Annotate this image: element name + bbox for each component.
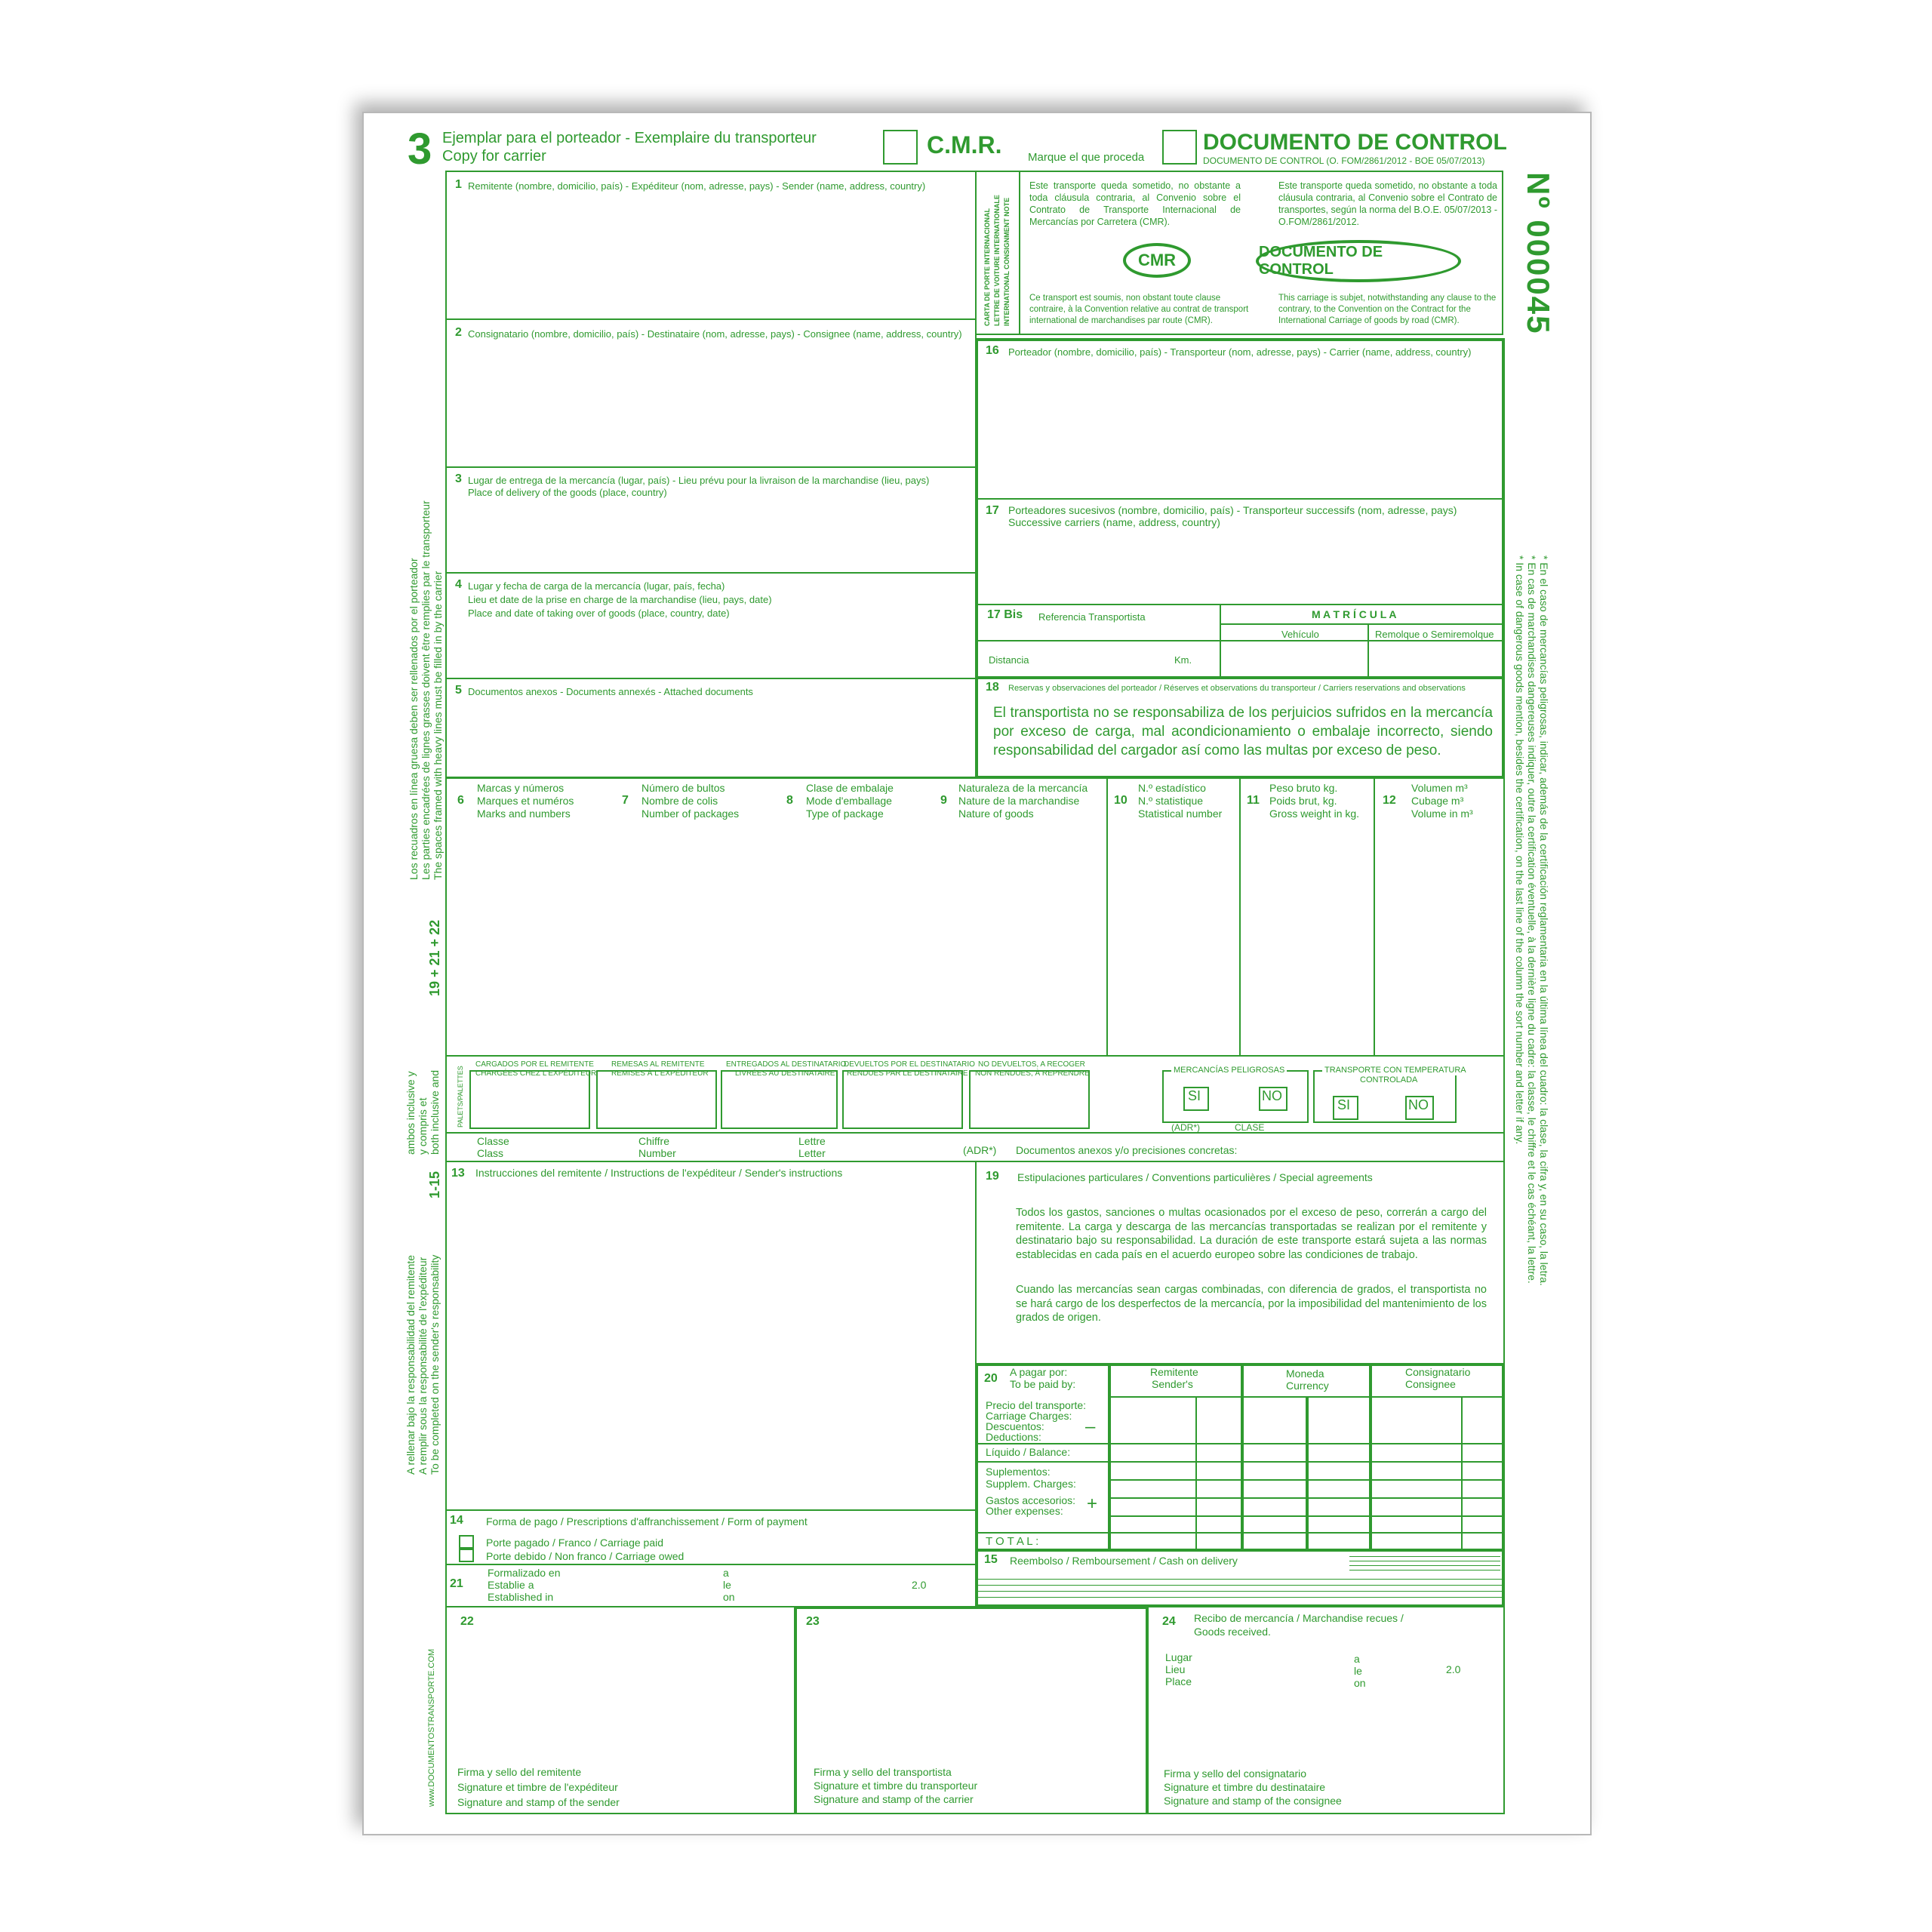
km-label: Km. [1174,654,1192,666]
established-place-input[interactable] [574,1567,717,1603]
carrier-reservations-text: El transportista no se responsabiliza de los perjuicios sufridos en la mercancía por exceso de carga, mal acondicionamiento o embalaje incorrecto, siendo responsabilidad del cargador así como las multas por exceso de peso. [993,705,1493,758]
price-label-2: Carriage Charges: [986,1410,1072,1422]
doc-control-title: DOCUMENTO DE CONTROL [1203,130,1507,155]
control-oval: DOCUMENTO DE CONTROL [1256,240,1461,282]
pallet-col-3-l2: LIVRÉES AU DESTINATAIRE [735,1069,835,1078]
pallet-col-4-l2: RENDUES PAR LE DESTINATAIRE [847,1069,968,1078]
delivery-place-input[interactable] [453,503,966,563]
f23-sign-1: Firma y sello del transportista [814,1766,952,1778]
dangerous-no-label: NO [1262,1088,1282,1103]
f24-a3: on [1354,1677,1366,1689]
statistical-number-input[interactable] [1111,826,1235,1049]
copy-label-line2: Copy for carrier [442,148,546,165]
website-link[interactable]: www.DOCUMENTOSTRANSPORTE.COM [427,1648,436,1807]
pay-by-1: A pagar por: [1010,1366,1068,1378]
field-19-number: 19 [986,1170,999,1183]
col-7-l3: Number of packages [641,808,740,820]
col-8-number: 8 [786,794,793,807]
field-4-label-3: Place and date of taking over of goods (place, country, date) [468,608,730,619]
currency-input[interactable] [1245,1401,1303,1529]
field-2-number: 2 [455,326,462,339]
controlled-temp-label-1: TRANSPORTE CON TEMPERATURA [1322,1066,1469,1075]
col-9-l1: Naturaleza de la mercancía [958,782,1088,794]
minus-sign: – [1085,1417,1096,1437]
carriage-paid-checkbox[interactable] [459,1535,474,1549]
field-1-number: 1 [455,178,462,191]
consignee-input[interactable] [453,344,966,457]
disc-label-1: Descuentos: [986,1420,1044,1432]
pallet-col-5-l2: NON RENDUES, À REPRENDRE [975,1069,1090,1078]
price-label-1: Precio del transporte: [986,1399,1087,1411]
sender-input[interactable] [453,196,966,309]
currency-col-1: Moneda [1286,1367,1324,1380]
successive-carriers-input[interactable] [986,533,1496,598]
field-13-label: Instrucciones del remitente / Instructions de l'expéditeur / Sender's instructions [475,1167,843,1179]
vehicle-plate-input[interactable] [1223,643,1364,673]
special-agreements-text-1: Todos los gastos, sanciones o multas ocasionados por el exceso de peso, correrán a cargo del remitente. La carga y descarga de las mercancías transportadas se realizan por el remitente y destinatario bajo su responsabilidad. La duración de este transporte estará sujeta a las normas establecidas en cada país en el acuerdo europeo sobre las condiciones de trabajo. [1016,1207,1487,1261]
right-note-1: * En el caso de mercancías peligrosas, indicar, además de la certificación reglamentaria en la última línea del cuadro: la clase, la cifra y, en su caso, la letra. [1538,555,1550,1286]
f24-receipt-2: Goods received. [1194,1626,1271,1638]
pallet-box-1[interactable] [469,1070,590,1129]
margin-heavy-3: The spaces framed with heavy lines must be filled in by the carrier [432,571,444,880]
volume-input[interactable] [1378,826,1499,1049]
pallet-col-3-l1: ENTREGADOS AL DESTINATARIO [726,1060,847,1069]
col-7-l1: Número de bultos [641,782,725,794]
field-14-number: 14 [450,1514,463,1527]
field-4-label-2: Lieu et date de la prise en charge de la marchandise (lieu, pays, date) [468,594,772,605]
margin-range-2: 1-15 [427,1171,442,1198]
field-21-l3: Established in [488,1591,554,1603]
col-9-l3: Nature of goods [958,808,1034,820]
col-6-l1: Marcas y números [477,782,565,794]
field-19-label: Estipulaciones particulares / Conventions particulières / Special agreements [1017,1171,1373,1183]
sender-instructions-input[interactable] [453,1185,969,1502]
f24-sign-3: Signature and stamp of the consignee [1164,1795,1342,1807]
total-label: T O T A L : [986,1535,1039,1548]
col-7-l2: Nombre de colis [641,795,718,807]
established-date-input[interactable] [740,1567,906,1603]
intro-side-label-1: CARTA DE PORTE INTERNACIONAL [983,208,991,326]
gross-weight-input[interactable] [1244,826,1369,1049]
cmr-checkbox[interactable] [883,130,918,165]
pallets-adr: (ADR*) [1171,1122,1200,1133]
col-10-number: 10 [1114,794,1128,807]
sender-col-2: Sender's [1152,1378,1193,1390]
col-12-l2: Cubage m³ [1411,795,1464,807]
cmr-oval: CMR [1123,243,1191,278]
lettre-label-2: Letter [798,1147,826,1159]
field-16-number: 16 [986,344,999,357]
pallet-col-2-l1: REMESAS AL REMITENTE [611,1060,705,1069]
intro-es-cmr: Este transporte queda sometido, no obstante a toda cláusula contraria, al Convenio sobre el Contrato de Transporte Internacional de Mercancías por Carretera (CMR). [1029,180,1241,227]
pallet-col-4-l1: DEVUELTOS POR EL DESTINATARIO [844,1060,975,1069]
field-17bis-number: 17 Bis [987,608,1023,621]
right-note-2: * En cas de marchandises dangereuses indiquer, outre la certification éventuelle, à la dernière ligne du cadre: la classe, le chiffre et le cas échéant, la lettre. [1526,555,1538,1284]
f23-sign-3: Signature and stamp of the carrier [814,1793,974,1805]
col-7-number: 7 [622,794,629,807]
trailer-label: Remolque o Semiremolque [1375,629,1494,640]
field-16-label: Porteador (nombre, domicilio, país) - Transporteur (nom, adresse, pays) - Carrier (name, address, country) [1008,346,1472,358]
col-11-l2: Poids brut, kg. [1269,795,1337,807]
field-15-label: Reembolso / Remboursement / Cash on delivery [1010,1555,1238,1567]
intro-fr-cmr: Ce transport est soumis, non obstant toute clause contraire, à la Convention relative au contrat de transport international de marchandises par route (CMR). [1029,294,1249,325]
col-8-l1: Clase de embalaje [806,782,894,794]
intro-side-label-3: INTERNATIONAL CONSIGNMENT NOTE [1003,197,1011,326]
field-21-a3: on [723,1591,735,1603]
f24-receipt-1: Recibo de mercancía / Marchandise recues / [1194,1612,1404,1624]
margin-range-1: 19 + 21 + 22 [427,919,442,996]
col-8-l2: Mode d'emballage [806,795,892,807]
field-15-number: 15 [984,1553,998,1566]
carriage-owed-label: Porte debido / Non franco / Carriage owed [486,1550,685,1562]
margin-sender-1: A rellenar bajo la responsabilidad del remitente [405,1254,417,1475]
distance-label: Distancia [989,654,1029,666]
f24-place-2: Lieu [1165,1663,1186,1675]
carrier-signature-area[interactable] [803,1633,1138,1761]
margin-incl-2: y compris et [417,1097,429,1155]
field-18-label: Reservas y observaciones del porteador / Réserves et observations du transporteur / Carriers reservations and observations [1008,684,1466,693]
pallet-col-2-l2: REMISES À L'EXPÉDITEUR [611,1069,709,1078]
field-17bis-label: Referencia Transportista [1038,611,1146,623]
pallets-clase: CLASE [1235,1122,1265,1133]
f23-sign-2: Signature et timbre du transporteur [814,1780,978,1792]
margin-incl-1: ambos inclusive y [405,1071,417,1155]
f24-place-1: Lugar [1165,1651,1192,1663]
col-11-l1: Peso bruto kg. [1269,782,1338,794]
margin-sender-3: To be completed on the sender's responsability [429,1254,441,1475]
pay-by-2: To be paid by: [1010,1378,1076,1390]
pallet-col-1-l1: CARGADOS POR EL REMITENTE [475,1060,594,1069]
sender-signature-area[interactable] [453,1633,785,1761]
margin-incl-3: both inclusive and [429,1069,441,1155]
consignee-signature-area[interactable] [1155,1694,1496,1761]
sender-col-1: Remitente [1150,1366,1198,1378]
cmr-label: C.M.R. [927,131,1002,158]
temp-si-label: SI [1337,1097,1351,1112]
goods-lines-input[interactable] [453,826,1102,1049]
classe-label-2: Class [477,1147,504,1159]
margin-heavy-1: Los recuadros en línea gruesa deben ser rellenados por el porteador [408,558,420,880]
pallet-box-5[interactable] [969,1070,1090,1129]
sender-amounts-input[interactable] [1112,1401,1238,1529]
field-13-number: 13 [451,1167,465,1180]
trailer-plate-input[interactable] [1371,643,1500,673]
right-note-3: * In case of dangerous goods mention, besides the certification, on the last line of the column the sort number and letter if any. [1514,555,1526,1145]
col-12-number: 12 [1383,794,1396,807]
col-10-l2: N.º statistique [1138,795,1204,807]
col-11-number: 11 [1247,794,1260,807]
dangerous-goods-label: MERCANCÍAS PELIGROSAS [1171,1066,1287,1075]
vehicle-label: Vehículo [1281,629,1319,640]
f24-place-3: Place [1165,1675,1192,1687]
controlled-temp-label-2: CONTROLADA [1360,1075,1418,1084]
margin-sender-2: A remplir sous la responsabilité de l'expéditeur [417,1257,429,1475]
field-14-label: Forma de pago / Prescriptions d'affranchissement / Form of payment [486,1515,808,1527]
serial-number: Nº 000045 [1521,172,1556,335]
carriage-owed-checkbox[interactable] [459,1549,474,1562]
carrier-input[interactable] [986,362,1496,491]
plus-sign: + [1087,1494,1098,1514]
supp-label-2: Supplem. Charges: [986,1478,1076,1490]
col-9-l2: Nature de la marchandise [958,795,1080,807]
matricula-label: M A T R Í C U L A [1312,608,1397,620]
col-9-number: 9 [940,794,947,807]
mark-note: Marque el que proceda [1028,151,1145,164]
f22-sign-3: Signature and stamp of the sender [457,1796,620,1808]
class-row-adr: (ADR*) [963,1144,997,1156]
intro-en-control: This carriage is subjet, notwithstanding any clause to the contrary, to the Convention on the Contract for the International Carriage of goods by road (CMR). [1278,294,1497,325]
consignee-col-1: Consignatario [1405,1366,1471,1378]
field-21-year: 2.0 [912,1579,927,1591]
field-21-l2: Establie a [488,1579,534,1591]
intro-side-label-2: LETTRE DE VOITURE INTERNATIONALE [993,195,1001,326]
copy-label-line1: Ejemplar para el porteador - Exemplaire du transporteur [442,130,817,146]
doc-control-subtitle: DOCUMENTO DE CONTROL (O. FOM/2861/2012 - BOE 05/07/2013) [1203,155,1485,166]
currency-col-2: Currency [1286,1380,1329,1392]
field-17-label-1: Porteadores sucesivos (nombre, domicilio, país) - Transporteur successifs (nom, adresse, pays) [1008,504,1457,516]
temp-no-label: NO [1408,1097,1429,1112]
chiffre-label-2: Number [638,1147,676,1159]
col-8-l3: Type of package [806,808,884,820]
col-6-l3: Marks and numbers [477,808,571,820]
carriage-paid-label: Porte pagado / Franco / Carriage paid [486,1537,664,1549]
col-12-l3: Volume in m³ [1411,808,1473,820]
pallet-box-2[interactable] [596,1070,717,1129]
special-agreements-frame [975,1161,1505,1366]
pallet-box-3[interactable] [721,1070,838,1129]
cash-on-delivery-input[interactable] [981,1570,1499,1603]
f24-a1: a [1354,1653,1360,1665]
field-5-number: 5 [455,684,462,697]
field-21-a2: le [723,1579,731,1591]
lettre-label-1: Lettre [798,1135,826,1147]
copy-number: 3 [408,125,432,174]
field-17-number: 17 [986,504,999,517]
pallet-col-5-l1: NO DEVUELTOS, A RECOGER [978,1060,1085,1069]
field-5-label: Documentos anexos - Documents annexés - Attached documents [468,686,753,697]
field-4-number: 4 [455,578,462,591]
f24-sign-2: Signature et timbre du destinataire [1164,1781,1326,1793]
other-label-2: Other expenses: [986,1505,1063,1517]
field-3-label-2: Place of delivery of the goods (place, country) [468,487,667,498]
consignee-col-2: Consignee [1405,1378,1456,1390]
pallet-box-4[interactable] [842,1070,963,1129]
attached-documents-input[interactable] [453,702,966,770]
field-21-l1: Formalizado en [488,1567,561,1579]
class-row-docs: Documentos anexos y/o precisiones concretas: [1016,1144,1238,1156]
loading-place-input[interactable] [453,623,966,672]
special-agreements-text-2: Cuando las mercancías sean cargas combinadas, con diferencia de grados, el transportista no se hará cargo de los desperfectos de la mercancía, por la imposibilidad del mantenimiento de los grados de origen. [1016,1284,1487,1324]
f22-sign-1: Firma y sello del remitente [457,1766,582,1778]
chiffre-label-1: Chiffre [638,1135,669,1147]
balance-label: Líquido / Balance: [986,1446,1071,1458]
field-3-number: 3 [455,472,462,485]
col-11-l3: Gross weight in kg. [1269,808,1360,820]
field-21-a1: a [723,1567,729,1579]
col-6-number: 6 [457,794,464,807]
col-12-l1: Volumen m³ [1411,782,1468,794]
field-1-label: Remitente (nombre, domicilio, país) - Expéditeur (nom, adresse, pays) - Sender (name, address, country) [468,180,926,192]
margin-heavy-2: Les parties encadrées de lignes grasses doivent être remplies par le transporteur [420,500,432,880]
consignee-amounts-input[interactable] [1374,1401,1500,1529]
classe-label-1: Classe [477,1135,509,1147]
f24-a2: le [1354,1665,1362,1677]
intro-es-control: Este transporte queda sometido, no obstante a toda cláusula contraria, al Convenio sobre el Contrato de transportes, según la norma del B.O.E. 05/07/2013 - O.FOM/2861/2012. [1278,180,1497,227]
field-22-number: 22 [460,1615,474,1628]
disc-label-2: Deductions: [986,1431,1041,1443]
col-10-l3: Statistical number [1138,808,1223,820]
field-2-label: Consignatario (nombre, domicilio, país) - Destinataire (nom, adresse, pays) - Consignee (name, address, country) [468,328,962,340]
doc-control-checkbox[interactable] [1162,130,1197,165]
pallet-col-1-l2: CHARGÉES CHEZ L'EXPÉDITEUR [475,1069,597,1078]
field-3-label-1: Lugar de entrega de la mercancía (lugar, país) - Lieu prévu pour la livraison de la marchandise (lieu, pays) [468,475,930,486]
f22-sign-2: Signature et timbre de l'expéditeur [457,1781,618,1793]
field-4-label-1: Lugar y fecha de carga de la mercancía (lugar, país, fecha) [468,580,725,592]
supp-label-1: Suplementos: [986,1466,1051,1478]
field-20-number: 20 [984,1372,998,1385]
field-24-number: 24 [1162,1615,1176,1628]
field-21-number: 21 [450,1577,463,1590]
field-17-label-2: Successive carriers (name, address, country) [1008,516,1220,528]
pallets-side-label: PALETS/PALETTES [457,1066,464,1128]
field-18-number: 18 [986,681,999,694]
f24-sign-1: Firma y sello del consignatario [1164,1767,1307,1780]
col-10-l1: N.º estadístico [1138,782,1206,794]
dangerous-si-label: SI [1188,1088,1201,1103]
f24-year: 2.0 [1446,1663,1461,1675]
col-6-l2: Marques et numéros [477,795,574,807]
field-23-number: 23 [806,1615,820,1628]
other-label-1: Gastos accesorios: [986,1494,1076,1506]
